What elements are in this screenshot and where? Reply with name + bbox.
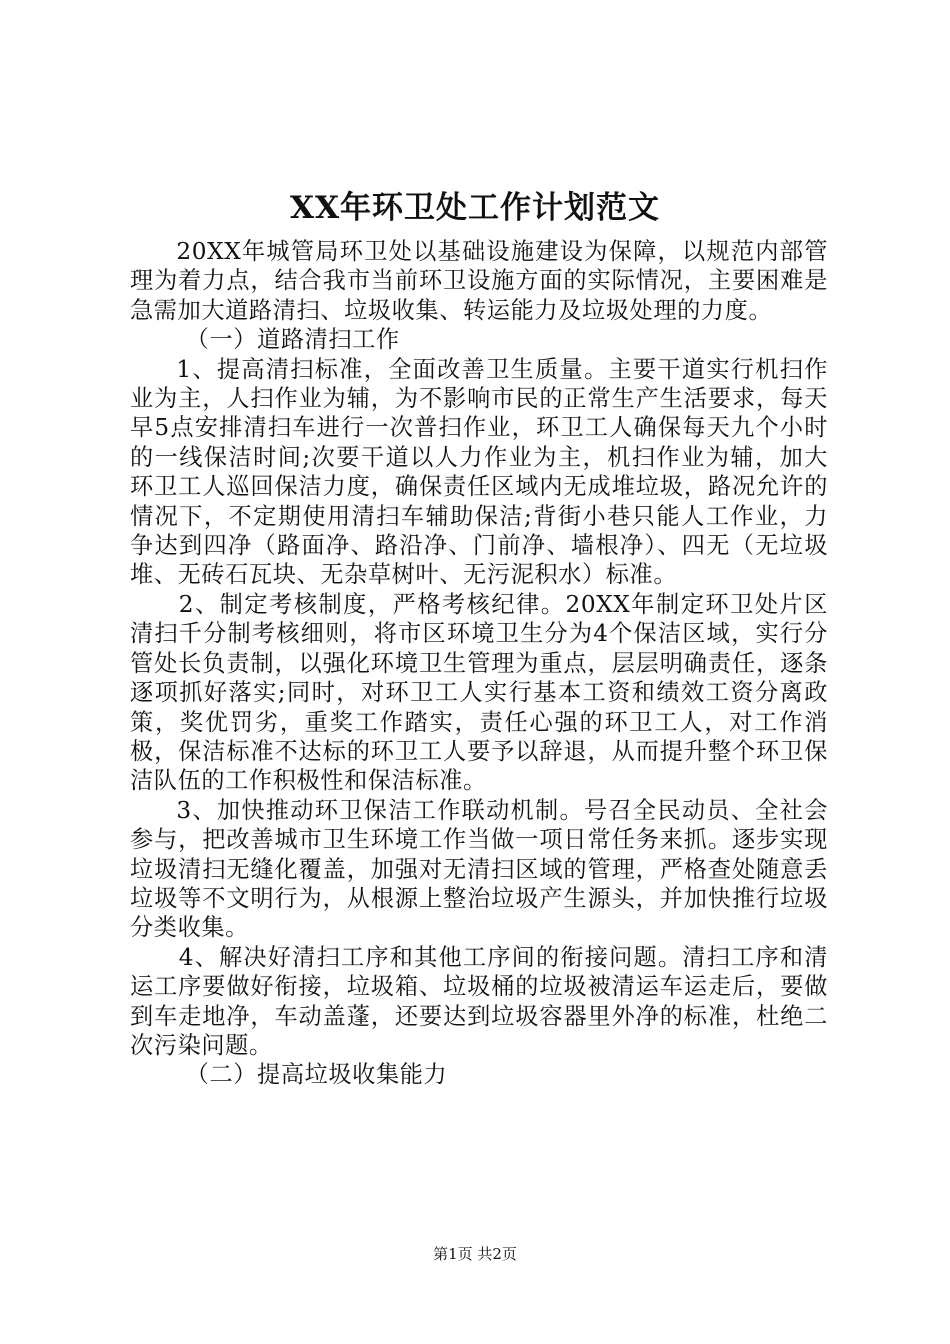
paragraph-item-1: 1、提高清扫标准，全面改善卫生质量。主要干道实行机扫作业为主，人扫作业为辅，为不影响市民的正常生产生活要求，每天早5点安排清扫车进行一次普扫作业，环卫工人确保每天九个小时的一线保洁时间;次要干道以人力作业为主，机扫作业为辅，加大环卫工人巡回保洁力度，确保责任区域内无成堆垃圾，路况允许的情况下，不定期使用清扫车辅助保洁;背街小巷只能人工作业，力争达到四净（路面净、路沿净、门前净、墙根净）、四无（无垃圾堆、无砖石瓦块、无杂草树叶、无污泥积水）标准。 — [130, 355, 828, 589]
paragraph-item-4: 4、解决好清扫工序和其他工序间的衔接问题。清扫工序和清运工序要做好衔接，垃圾箱、垃圾桶的垃圾被清运车运走后，要做到车走地净，车动盖蓬，还要达到垃圾容器里外净的标准，杜绝二次污染问题。 — [130, 943, 828, 1059]
paragraph-intro: 20XX年城管局环卫处以基础设施建设为保障，以规范内部管理为着力点，结合我市当前环卫设施方面的实际情况，主要困难是急需加大道路清扫、垃圾收集、转运能力及垃圾处理的力度。 — [130, 238, 828, 324]
section-heading-road-cleaning: （一）道路清扫工作 — [185, 326, 400, 354]
document-body — [130, 237, 828, 1090]
paragraph-item-2: 2、制定考核制度，严格考核纪律。20XX年制定环卫处片区清扫千分制考核细则，将市区环境卫生分为4个保洁区域，实行分管处长负责制，以强化环境卫生管理为重点，层层明确责任，逐条逐项抓好落实;同时，对环卫工人实行基本工资和绩效工资分离政策，奖优罚劣，重奖工作踏实，责任心强的环卫工人，对工作消极，保洁标准不达标的环卫工人要予以辞退，从而提升整个环卫保洁队伍的工作积极性和保洁标准。 — [130, 590, 828, 795]
document-title: XX年环卫处工作计划范文 — [289, 190, 661, 226]
paragraph-item-3: 3、加快推动环卫保洁工作联动机制。号召全民动员、全社会参与，把改善城市卫生环境工作当做一项日常任务来抓。逐步实现垃圾清扫无缝化覆盖，加强对无清扫区域的管理，严格查处随意丢垃圾等不文明行为，从根源上整治垃圾产生源头，并加快推行垃圾分类收集。 — [130, 796, 828, 942]
section-heading-garbage-collection: （二）提高垃圾收集能力 — [185, 1061, 448, 1089]
page-footer: 第1页 共2页 — [433, 1245, 517, 1263]
